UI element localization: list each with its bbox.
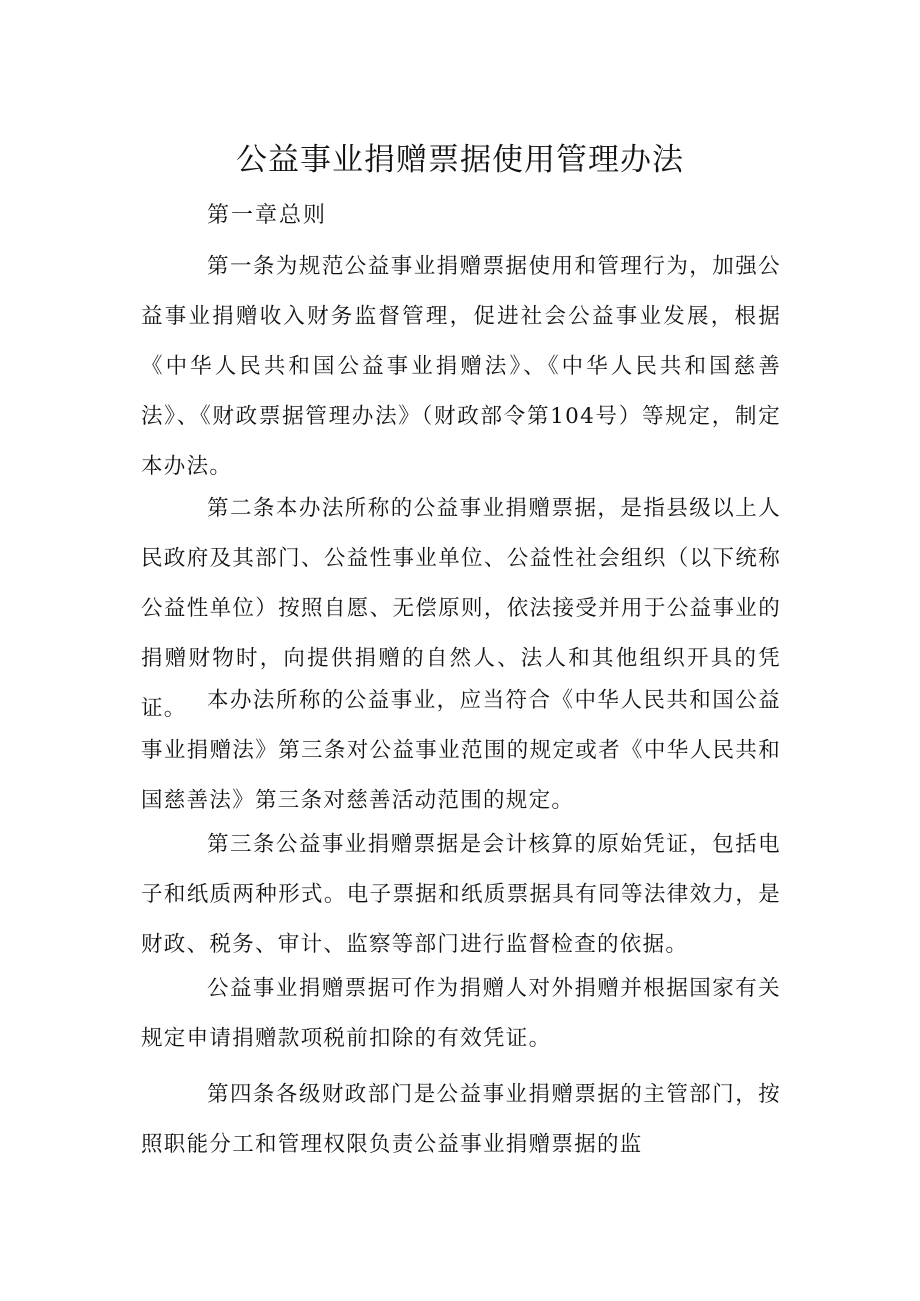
article-2-paragraph: 第二条本办法所称的公益事业捐赠票据，是指县级以上人民政府及其部门、公益性事业单位、公益性社会组织（以下统称公益性单位）按照自愿、无偿原则，依法接受并用于公益事业的捐赠财物时，向提供捐赠的自然人、法人和其他组织开具的凭证。 <box>141 496 781 721</box>
article-1-paragraph: 第一条为规范公益事业捐赠票据使用和管理行为，加强公益事业捐赠收入财务监督管理，促进社会公益事业发展，根据《中华人民共和国公益事业捐赠法》、《中华人民共和国慈善法》、《财政票据管理办法》（财政部令第104号）等规定，制定本办法。 <box>141 254 781 479</box>
document-title: 公益事业捐赠票据使用管理办法 <box>236 142 684 178</box>
chapter-heading: 第一章总则 <box>207 203 328 228</box>
article-4-paragraph: 第四条各级财政部门是公益事业捐赠票据的主管部门，按照职能分工和管理权限负责公益事业捐赠票据的监 <box>141 1082 781 1157</box>
article-3-paragraph: 第三条公益事业捐赠票据是会计核算的原始凭证，包括电子和纸质两种形式。电子票据和纸质票据具有同等法律效力，是财政、税务、审计、监察等部门进行监督检查的依据。 <box>141 832 781 957</box>
public-welfare-scope-paragraph: 本办法所称的公益事业，应当符合《中华人民共和国公益事业捐赠法》第三条对公益事业范围的规定或者《中华人民共和国慈善法》第三条对慈善活动范围的规定。 <box>141 688 781 813</box>
tax-deduction-paragraph: 公益事业捐赠票据可作为捐赠人对外捐赠并根据国家有关规定申请捐赠款项税前扣除的有效凭证。 <box>141 976 781 1051</box>
